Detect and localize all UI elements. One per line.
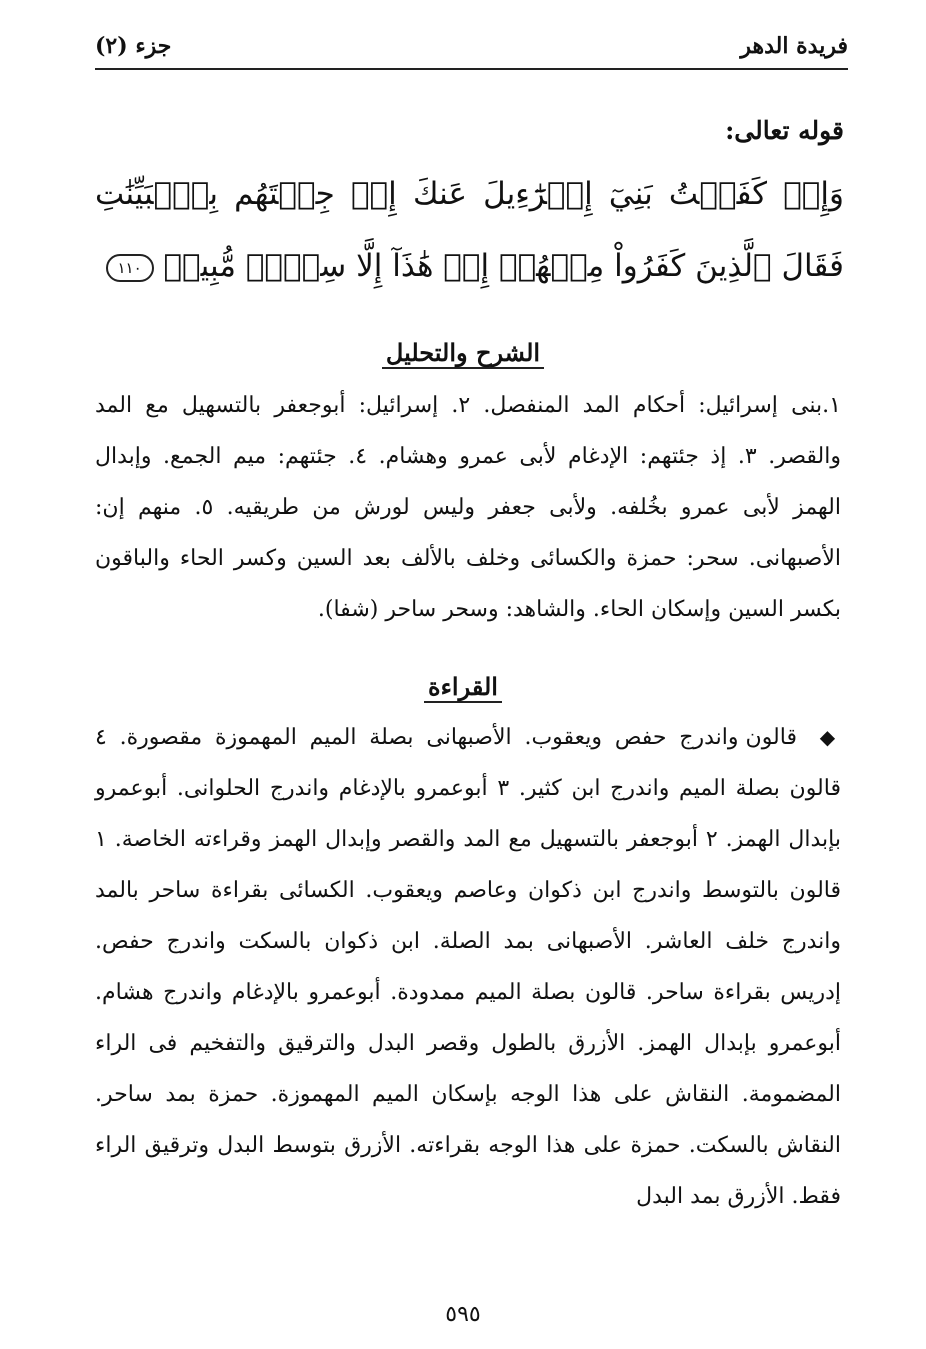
commentary-section-title: الشرح والتحليل — [0, 338, 926, 367]
running-header — [95, 24, 848, 70]
volume-label: جزء (٢) — [95, 33, 172, 59]
page-number: ٥٩٥ — [445, 1302, 481, 1327]
verse-intro: قوله تعالى: — [725, 116, 844, 145]
diamond-bullet-icon: ◆ — [819, 725, 841, 749]
reading-text: قالون واندرج حفص ويعقوب. الأصبهانى بصلة الميم المهموزة مقصورة. ٤ قالون بصلة الميم واندرج ابن كثير. ٣ أبوعمرو بالإدغام واندرج الحلوانى. أبوعمرو بإبدال الهمز. ٢ أبوجعفر بالتسهيل مع المد والقصر وإبدال الهمز وقراءته الخاصة. ١ قالون بالتوسط واندرج ابن ذكوان وعاصم ويعقوب. الكسائى بقراءة ساحر بالمد واندرج خلف العاشر. الأصبهانى بمد الصلة. ابن ذكوان بالسكت واندرج حفص. إدريس بقراءة ساحر. قالون بصلة الميم ممدودة. أبوعمرو بالإدغام واندرج هشام. أبوعمرو بإبدال الهمز. الأزرق بالطول وقصر البدل والترقيق والتفخيم فى الراء المضمومة. النقاش على هذا الوجه بإسكان الميم المهموزة. حمزة بمد ساحر. النقاش بالسكت. حمزة على هذا الوجه بقراءته. الأزرق بتوسط البدل وترقيق الراء فقط. الأزرق بمد البدل — [95, 725, 841, 1209]
commentary-paragraph: ١.بنى إسرائيل: أحكام المد المنفصل. ٢. إسرائيل: أبوجعفر بالتسهيل مع المد والقصر. ٣. إذ جئتهم: الإدغام لأبى عمرو وهشام. ٤. جئتهم: ميم الجمع. وإبدال الهمز لأبى عمرو بخُلفه. ولأبى جعفر وليس لورش من طريقيه. ٥. منهم إن: الأصبهانى. سحر: حمزة والكسائى وخلف بالألف بعد السين وكسر الحاء والباقون بكسر السين وإسكان الحاء. والشاهد: وسحر ساحر (شفا). — [95, 393, 841, 622]
reading-paragraph — [95, 712, 841, 1222]
book-title: فريدة الدهر — [740, 33, 848, 59]
ayah-number-marker: ١١٠ — [106, 254, 154, 282]
verse-text: وَإِذۡ كَفَفۡتُ بَنِيٓ إِسۡرَٰٓءِيلَ عَنكَ إِذۡ جِئۡتَهُم بِٱلۡبَيِّنَٰتِ فَقَالَ ٱلَّذِينَ كَفَرُواْ مِنۡهُمۡ إِنۡ هَٰذَآ إِلَّا سِحۡرٞ مُّبِينٞ — [95, 176, 844, 284]
reading-section-title: القراءة — [0, 672, 926, 701]
quran-verse — [95, 158, 844, 302]
